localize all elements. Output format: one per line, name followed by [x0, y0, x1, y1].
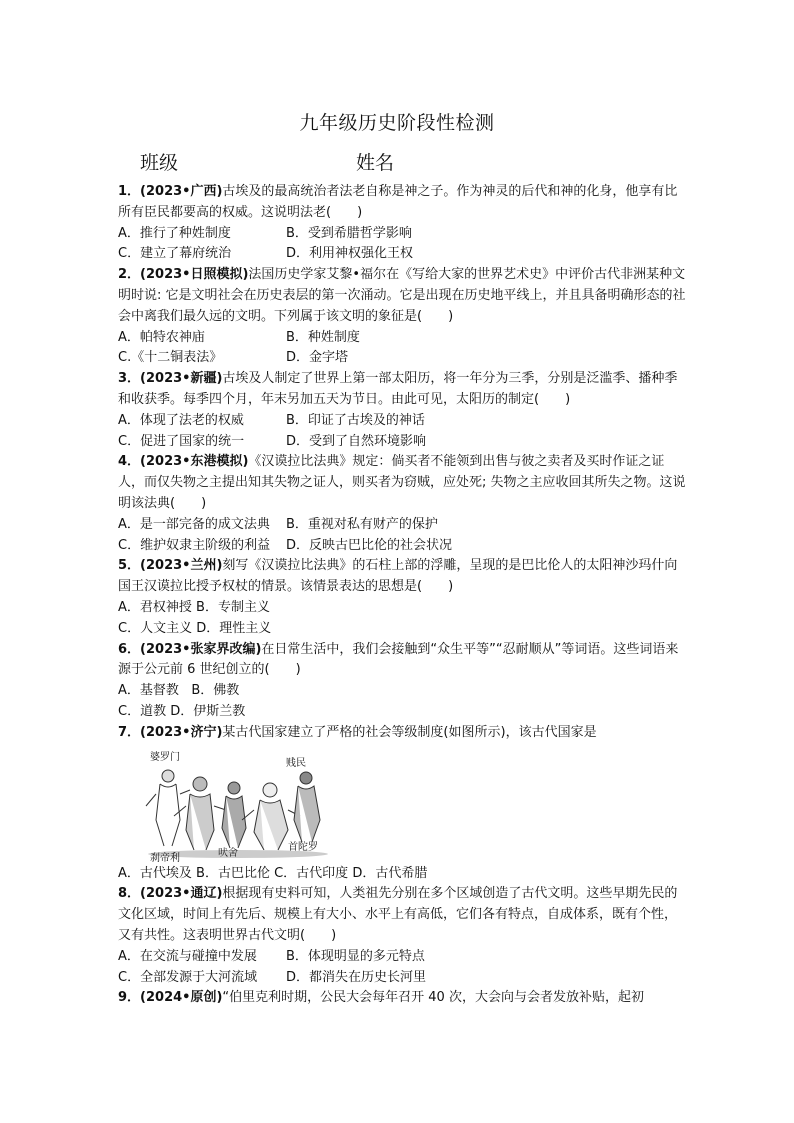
- question-number: 3．: [118, 371, 141, 387]
- question-stem: 古埃及的最高统治者法老自称是神之子。作为神灵的后代和神的化身，他享有比所有臣民都要高的权威。这说明法老( ): [118, 184, 678, 220]
- option-row: [118, 681, 688, 702]
- option-d[interactable]: D．金字塔: [286, 350, 349, 366]
- question-source: (2023•兰州): [140, 558, 223, 574]
- option-d[interactable]: D．反映古巴比伦的社会状况: [286, 537, 453, 553]
- question-4: [118, 452, 688, 556]
- question-number: 2．: [118, 267, 141, 283]
- option-b[interactable]: B．佛教: [191, 683, 240, 699]
- option-c[interactable]: C.《十二铜表法》: [118, 350, 223, 366]
- question-stem: 法国历史学家艾黎•福尔在《写给大家的世界艺术史》中评价古代非洲某种文明时说: 它是文明社会在历史表层的第一次涌动。它是出现在历史地平线上，并且具备明确形态的社会中离我们最久远的文明。下列属于该文明的象征是( ): [118, 267, 686, 324]
- option-row: [118, 244, 688, 265]
- question-stem: 《汉谟拉比法典》规定：倘买者不能领到出售与彼之卖者及买时作证之证人，而仅失物之主提出知其失物之证人，则买者为窃贼，应处死; 失物之主应收回其所失之物。这说明该法典( ): [118, 454, 686, 511]
- option-row: [118, 947, 688, 968]
- option-a[interactable]: A．在交流与碰撞中发展: [118, 948, 257, 964]
- option-d[interactable]: D．古代希腊: [352, 865, 428, 881]
- page-title: 九年级历史阶段性检测: [299, 112, 495, 134]
- question-stem: 刻写《汉谟拉比法典》的石柱上部的浮雕，呈现的是巴比伦人的太阳神沙玛什向国王汉谟拉比授予权杖的情景。该情景表达的思想是( ): [118, 558, 678, 595]
- question-list: [118, 182, 688, 1009]
- label-brahmin: 婆罗门: [150, 751, 180, 763]
- option-d[interactable]: D．理性主义: [196, 620, 272, 636]
- option-b[interactable]: B．专制主义: [196, 599, 270, 615]
- question-stem: 古埃及人制定了世界上第一部太阳历，将一年分为三季，分别是泛滥季、播种季和收获季。每季四个月，年末另加五天为节日。由此可见，太阳历的制定( ): [118, 371, 678, 407]
- option-row: [118, 328, 688, 349]
- option-c[interactable]: C．古代印度: [274, 865, 349, 881]
- option-b[interactable]: B．印证了古埃及的神话: [286, 412, 425, 428]
- question-1: [118, 182, 688, 265]
- option-a[interactable]: A．体现了法老的权威: [118, 412, 244, 428]
- option-a[interactable]: A．君权神授: [118, 599, 192, 615]
- question-7: [118, 723, 688, 885]
- option-row: [118, 348, 688, 369]
- option-c[interactable]: C．全部发源于大河流域: [118, 969, 258, 985]
- option-row: [118, 224, 688, 245]
- question-9: [118, 988, 688, 1009]
- question-number: 1．: [118, 184, 141, 199]
- option-b[interactable]: B．体现明显的多元特点: [286, 948, 425, 964]
- question-stem: 在日常生活中，我们会接触到“众生平等”“忍耐顺从”等词语。这些词语来源于公元前 6 世纪创立的( ): [118, 641, 679, 678]
- option-a[interactable]: A．推行了种姓制度: [118, 225, 231, 241]
- label-dalit: 贱民: [286, 757, 306, 769]
- question-number: 6．: [118, 641, 141, 657]
- option-a[interactable]: A．是一部完备的成文法典: [118, 516, 270, 532]
- option-row: [118, 598, 688, 619]
- label-shudra: 首陀罗: [288, 841, 318, 853]
- option-b[interactable]: B．古巴比伦: [196, 865, 270, 881]
- option-row: [118, 864, 688, 885]
- option-a[interactable]: A．基督教: [118, 683, 179, 699]
- option-row: [118, 432, 688, 453]
- question-source: (2023•新疆): [140, 371, 223, 387]
- option-d[interactable]: D．伊斯兰教: [170, 703, 246, 719]
- question-source: (2023•日照模拟): [140, 267, 249, 283]
- option-b[interactable]: B．重视对私有财产的保护: [286, 516, 438, 532]
- question-6: [118, 640, 688, 723]
- question-3: [118, 369, 688, 452]
- question-number: 9．: [118, 990, 141, 1006]
- option-c[interactable]: C．促进了国家的统一: [118, 433, 245, 449]
- question-source: (2023•广西): [140, 184, 223, 199]
- name-label: 姓名: [356, 152, 395, 174]
- question-8: [118, 884, 688, 988]
- question-number: 7．: [118, 724, 141, 740]
- question-source: (2023•张家界改编): [140, 641, 262, 657]
- label-kshatriya: 刹帝利: [150, 852, 180, 862]
- option-row: [118, 515, 688, 536]
- option-a[interactable]: A．帕特农神庙: [118, 329, 205, 345]
- option-b[interactable]: B．种姓制度: [286, 329, 360, 345]
- option-d[interactable]: D．利用神权强化王权: [286, 246, 414, 262]
- question-stem: 根据现有史料可知，人类祖先分别在多个区域创造了古代文明。这些早期先民的文化区域，时间上有先后、规模上有大小、水平上有高低，它们各有特点，自成体系，既有个性，又有共性。这表明世界古代文明( ): [118, 886, 678, 943]
- option-b[interactable]: B．受到希腊哲学影响: [286, 225, 412, 241]
- option-row: [118, 968, 688, 989]
- option-row: [118, 702, 688, 723]
- option-a[interactable]: A．古代埃及: [118, 865, 192, 881]
- question-source: (2024•原创): [140, 990, 223, 1006]
- question-source: (2023•济宁): [140, 724, 223, 740]
- option-c[interactable]: C．建立了幕府统治: [118, 246, 232, 262]
- option-d[interactable]: D．都消失在历史长河里: [286, 969, 427, 985]
- question-stem: 某古代国家建立了严格的社会等级制度(如图所示)，该古代国家是: [222, 724, 597, 740]
- caste-system-illustration: [138, 750, 338, 862]
- question-number: 5．: [118, 558, 141, 574]
- option-c[interactable]: C．维护奴隶主阶级的利益: [118, 537, 271, 553]
- option-row: [118, 619, 688, 640]
- option-c[interactable]: C．道教: [118, 703, 167, 719]
- question-source: (2023•东港模拟): [140, 454, 249, 470]
- option-c[interactable]: C．人文主义: [118, 620, 193, 636]
- label-vaishya: 吠舍: [218, 847, 238, 859]
- question-source: (2023•通辽): [140, 886, 223, 902]
- option-row: [118, 411, 688, 432]
- option-d[interactable]: D．受到了自然环境影响: [286, 433, 427, 449]
- class-label: 班级: [140, 152, 179, 174]
- question-5: [118, 556, 688, 639]
- question-stem: “伯里克利时期，公民大会每年召开 40 次，大会向与会者发放补贴，起初: [222, 990, 644, 1006]
- option-row: [118, 536, 688, 557]
- question-2: [118, 265, 688, 369]
- question-number: 4．: [118, 454, 141, 470]
- question-number: 8．: [118, 886, 141, 902]
